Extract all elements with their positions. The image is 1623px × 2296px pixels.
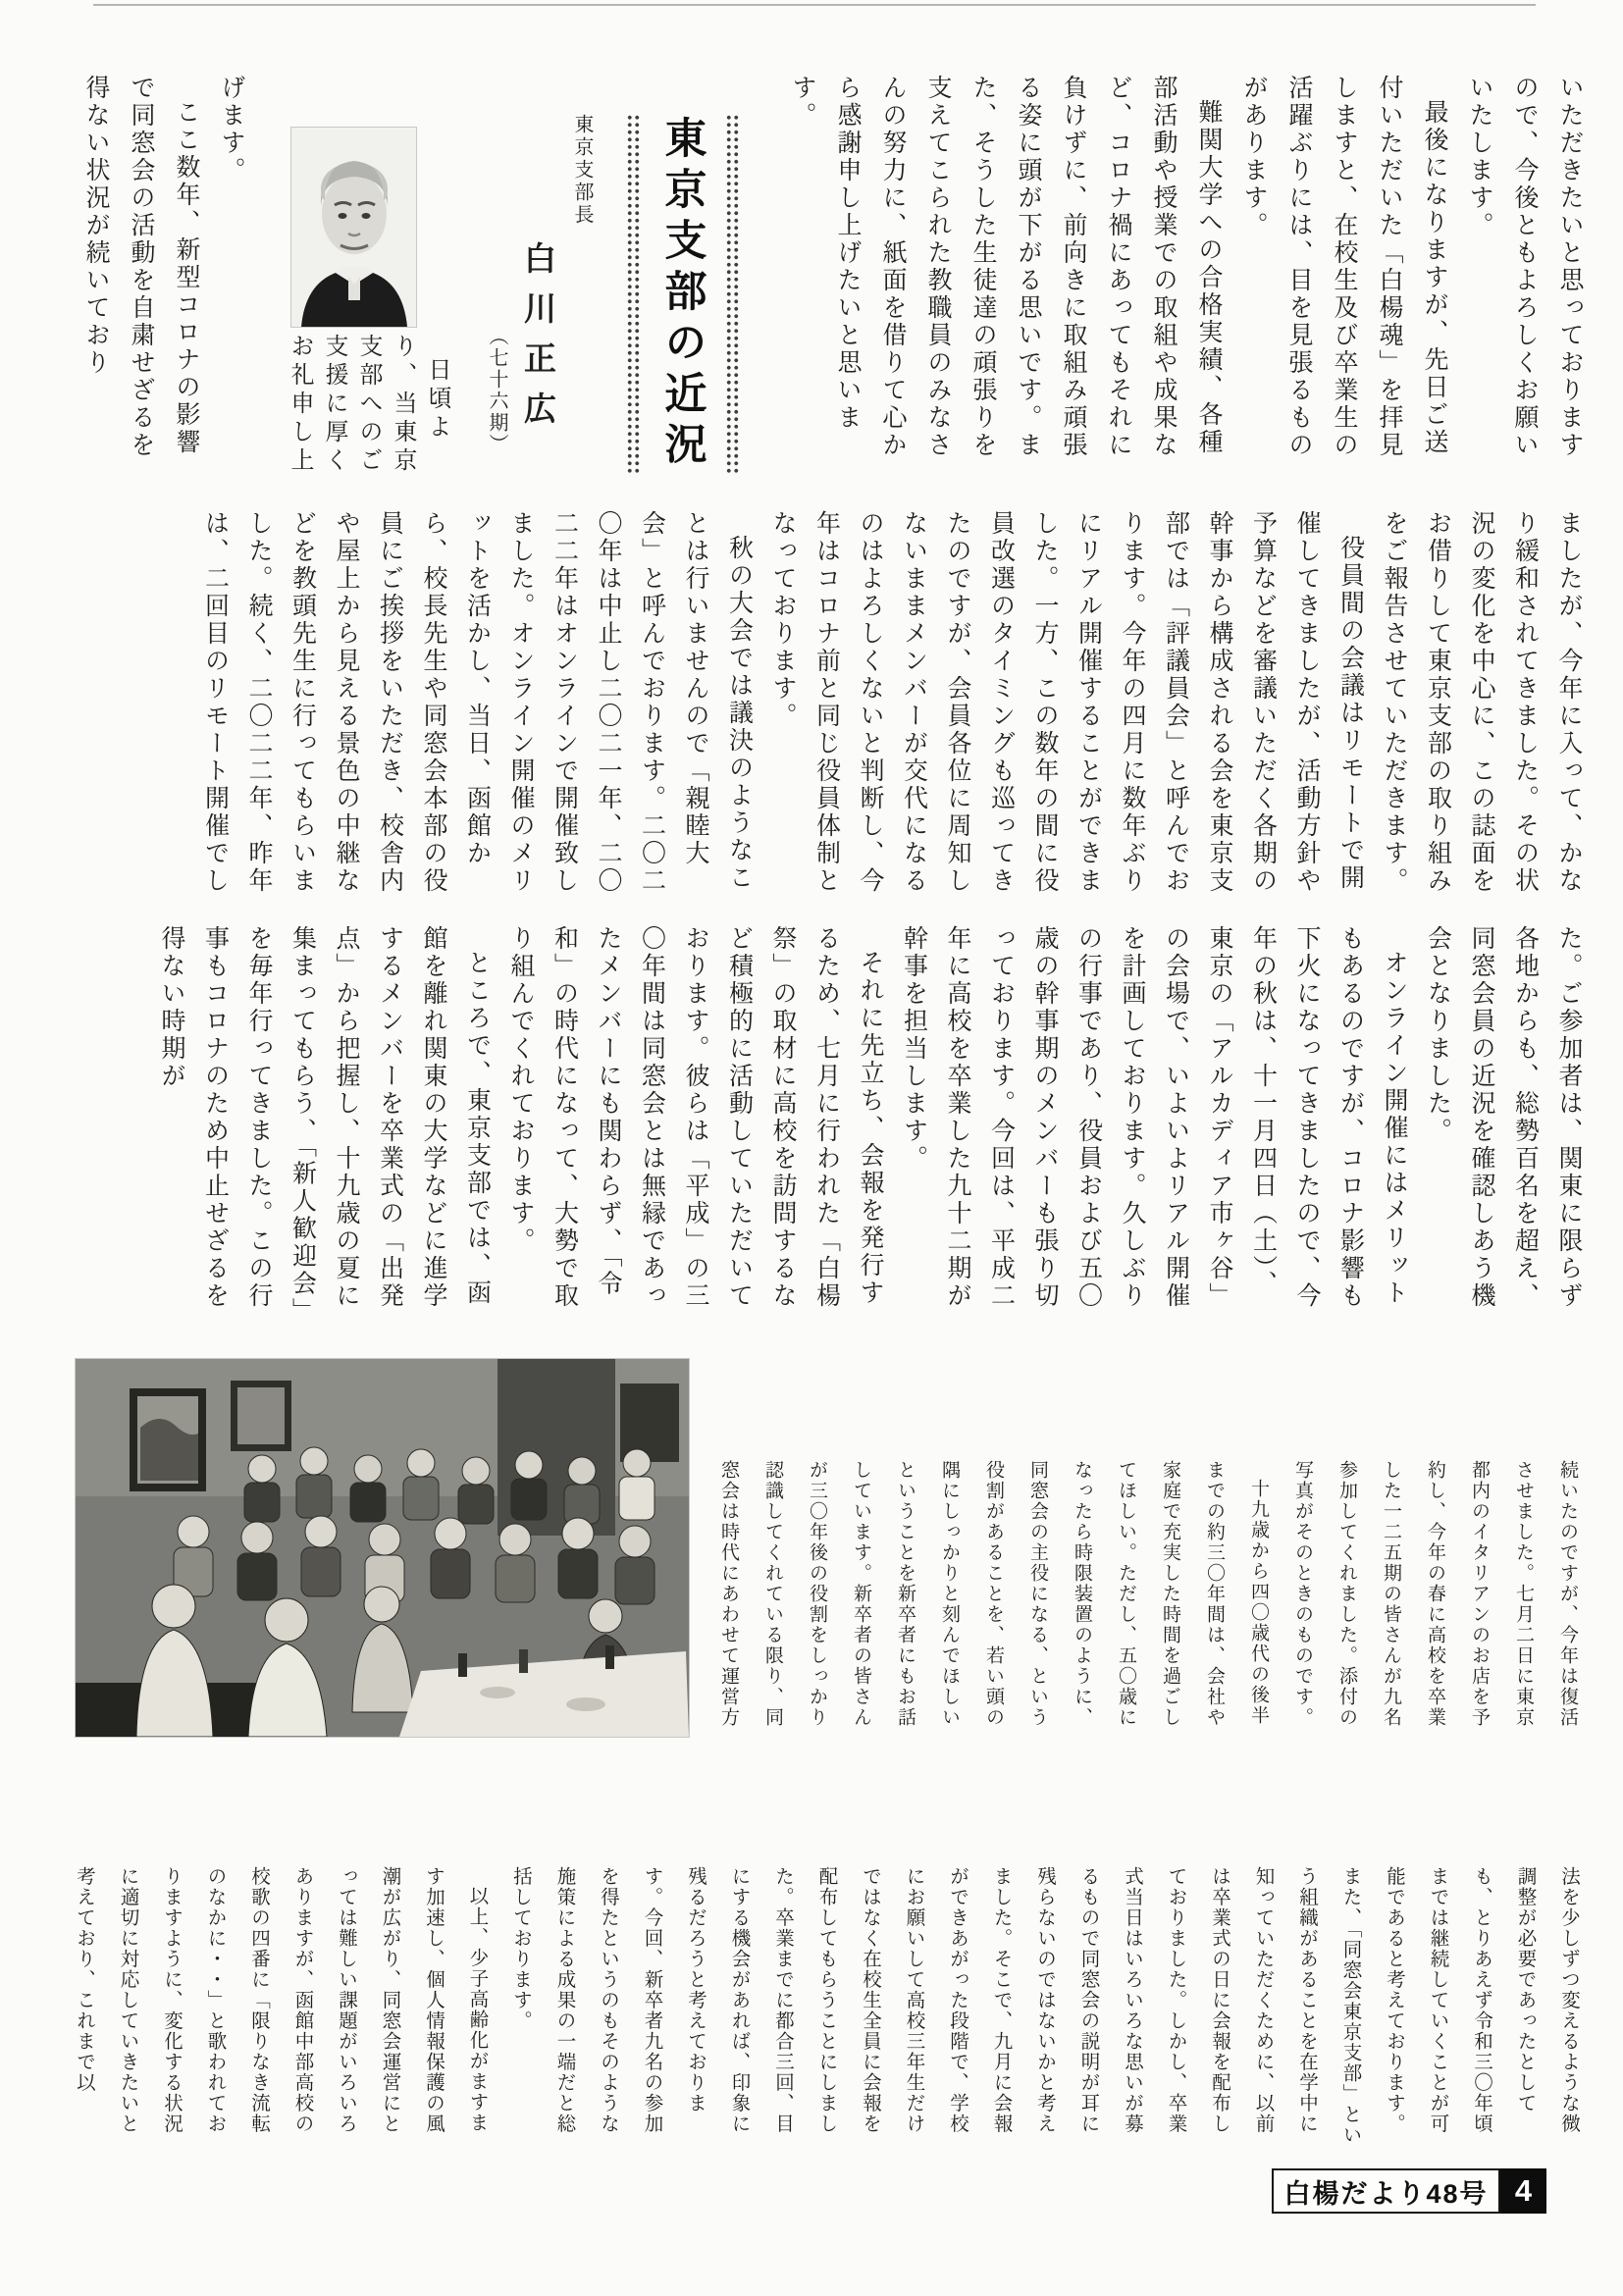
group-photo-image	[76, 1359, 689, 1737]
newsletter-issue-label: 白楊だより48号	[1272, 2168, 1500, 2214]
paragraph: た。ご参加者は、関東に限らず各地からも、総勢百名を超え、同窓会員の近況を確認しあう機会となりました。	[1424, 925, 1582, 1310]
band5-text	[57, 1866, 1590, 2153]
page-footer	[1272, 2168, 1546, 2214]
band3-text	[57, 925, 1590, 1318]
author-role: 東京支部長	[571, 114, 593, 227]
paragraph: いただきたいと思っておりますので、今後ともよろしくお願いいたします。	[1466, 75, 1583, 459]
portrait-photo	[291, 128, 416, 327]
author-block	[483, 110, 599, 485]
band2-text	[57, 510, 1590, 901]
paragraph: それに先立ち、会報を発行するため、七月に行われた「白楊祭」の取材に高校を訪問するなど積極的に活動していただいております。彼らは「平成」の三〇年間は同窓会とは無縁であったメンバーにも関わらず、「令和」の時代になって、大勢で取り組んでくれております。	[507, 925, 883, 1310]
paragraph: 法を少しずつ変えるような微調整が必要であったとしても、とりあえず令和三〇年頃までは継続していくことが可能であると考えております。また、「同窓会東京支部」という組織があることを在学中に知っていただくために、以前は卒業式の日に会報を配布しておりました。しかし、卒業式当日はいろいろな思いが募るもので同窓会の説明が耳に残らないのではないかと考えました。そこで、九月に会報ができあがった段階で、学校にお願いして高校三年生だけではなく在校生全員に会報を配布してもらうことにしました。卒業までに都合三回、目にする機会があれば、印象に残るだろうと考えております。今回、新卒者九名の参加を得たというのもそのような施策による成果の一端だと総括しております。	[510, 1866, 1579, 2146]
paragraph: げます。	[218, 75, 244, 184]
paragraph: 最後になりますが、先日ご送付いただいた「白楊魂」を拝見しますと、在校生及び卒業生の活躍ぶりには、目を見張るものがあります。	[1240, 75, 1447, 459]
paragraph: 続いたのですが、今年は復活させました。七月二日に東京都内のイタリアンのお店を予約し、今年の春に高校を卒業した一二五期の皆さんが九名参加してくれました。添付の写真がそのときのものです。	[1292, 1460, 1578, 1728]
ornament-border-right	[626, 114, 641, 475]
ornament-border-left	[725, 114, 740, 475]
band1-right-text	[775, 75, 1592, 479]
author-cohort: （七十六期）	[486, 326, 507, 455]
paragraph: 役員間の会議はリモートで開催してきましたが、活動方針や予算などを審議いただく各期の幹事から構成される会を東京支部では「評議員会」と呼んでおります。今年の四月に数年ぶりにリアル開催することができました。一方、この数年の間に役員改選のタイミングも巡ってきたのですが、会員各位に周知しないままメンバーが交代になるのはよろしくないと判断し、今年はコロナ前と同じ役員体制となっております。	[769, 510, 1364, 895]
paragraph: 秋の大会では議決のようなことは行いませんので「親睦大会」と呼んでおります。二〇二〇年は中止し二〇二一年、二〇二二年はオンラインで開催致しました。オンライン開催のメリットを活かし、当日、函館から、校長先生や同窓会本部の役員にご挨拶をいただき、校舎内や屋上から見える景色の中継などを教頭先生に行ってもらいました。続く、二〇二二年、昨年は、二回目のリモート開催でし	[201, 510, 753, 895]
page-title: 東京支部の近況	[658, 116, 707, 473]
group-photo	[76, 1359, 689, 1737]
paragraph: ところで、東京支部では、函館を離れ関東の大学などに進学するメンバーを卒業式の「出発点」から把握し、十九歳の夏に集まってもらう、「新人歓迎会」を毎年行ってきました。この行事もコロナのため中止せざるを得ない時期が	[158, 925, 491, 1313]
paragraph: ましたが、今年に入って、かなり緩和されてきました。その状況の変化を中心に、この誌面をお借りして東京支部の取り組みをご報告させていただきます。	[1381, 510, 1582, 895]
scan-artifact-line	[93, 4, 1536, 6]
portrait-photo-image	[291, 128, 416, 327]
page-number: 4	[1500, 2168, 1546, 2214]
paragraph: 十九歳から四〇歳代の後半までの約三〇年間は、会社や家庭で充実した時間を過ごしてほしい。ただし、五〇歳になったら時限装置のように、同窓会の主役になる、という役割があることを、若い頭の隅にしっかりと刻んでほしいということを新卒者にもお話しています。新卒者の皆さんが三〇年後の役割をしっかり認識してくれている限り、同窓会は時代にあわせて運営方	[718, 1460, 1269, 1728]
paragraph: ここ数年、新型コロナの影響で同窓会の活動を自粛せざるを得ない状況が続いており	[82, 75, 199, 459]
author-name: 白川正広	[519, 241, 554, 442]
paragraph: 以上、少子高齢化がますます加速し、個人情報保護の風潮が広がり、同窓会運営にとっては難しい課題がいろいろありますが、函館中部高校の校歌の四番に「限りなき流転のなかに・・」と歌われておりますように、変化する状況に適切に対応していきたいと考えており、これまで以	[74, 1866, 488, 2134]
band1-greeting-text	[275, 334, 453, 483]
paragraph: 日頃より、当東京支部へのご支援に厚くお礼申し上	[287, 334, 449, 476]
band4-text	[699, 1460, 1590, 1733]
band1-left-text	[57, 75, 253, 479]
paragraph: オンライン開催にはメリットもあるのですが、コロナ影響も下火になってきましたので、今年の秋は、十一月四日（土）、東京の「アルカディア市ヶ谷」の会場で、いよいよリアル開催を計画しております。久しぶりの行事であり、役員および五〇歳の幹事期のメンバーも張り切っております。今回は、平成二年に高校を卒業した九十二期が幹事を担当します。	[900, 925, 1407, 1310]
headline-block	[626, 114, 740, 475]
paragraph: 難関大学への合格実績、各種部活動や授業での取組や成果など、コロナ禍にあってもそれに負けずに、前向きに取組み頑張る姿に頭が下がる思いです。また、そうした生徒達の頑張りを支えてこられた教職員のみなさんの努力に、紙面を借りて心から感謝申し上げたいと思います。	[789, 75, 1222, 459]
